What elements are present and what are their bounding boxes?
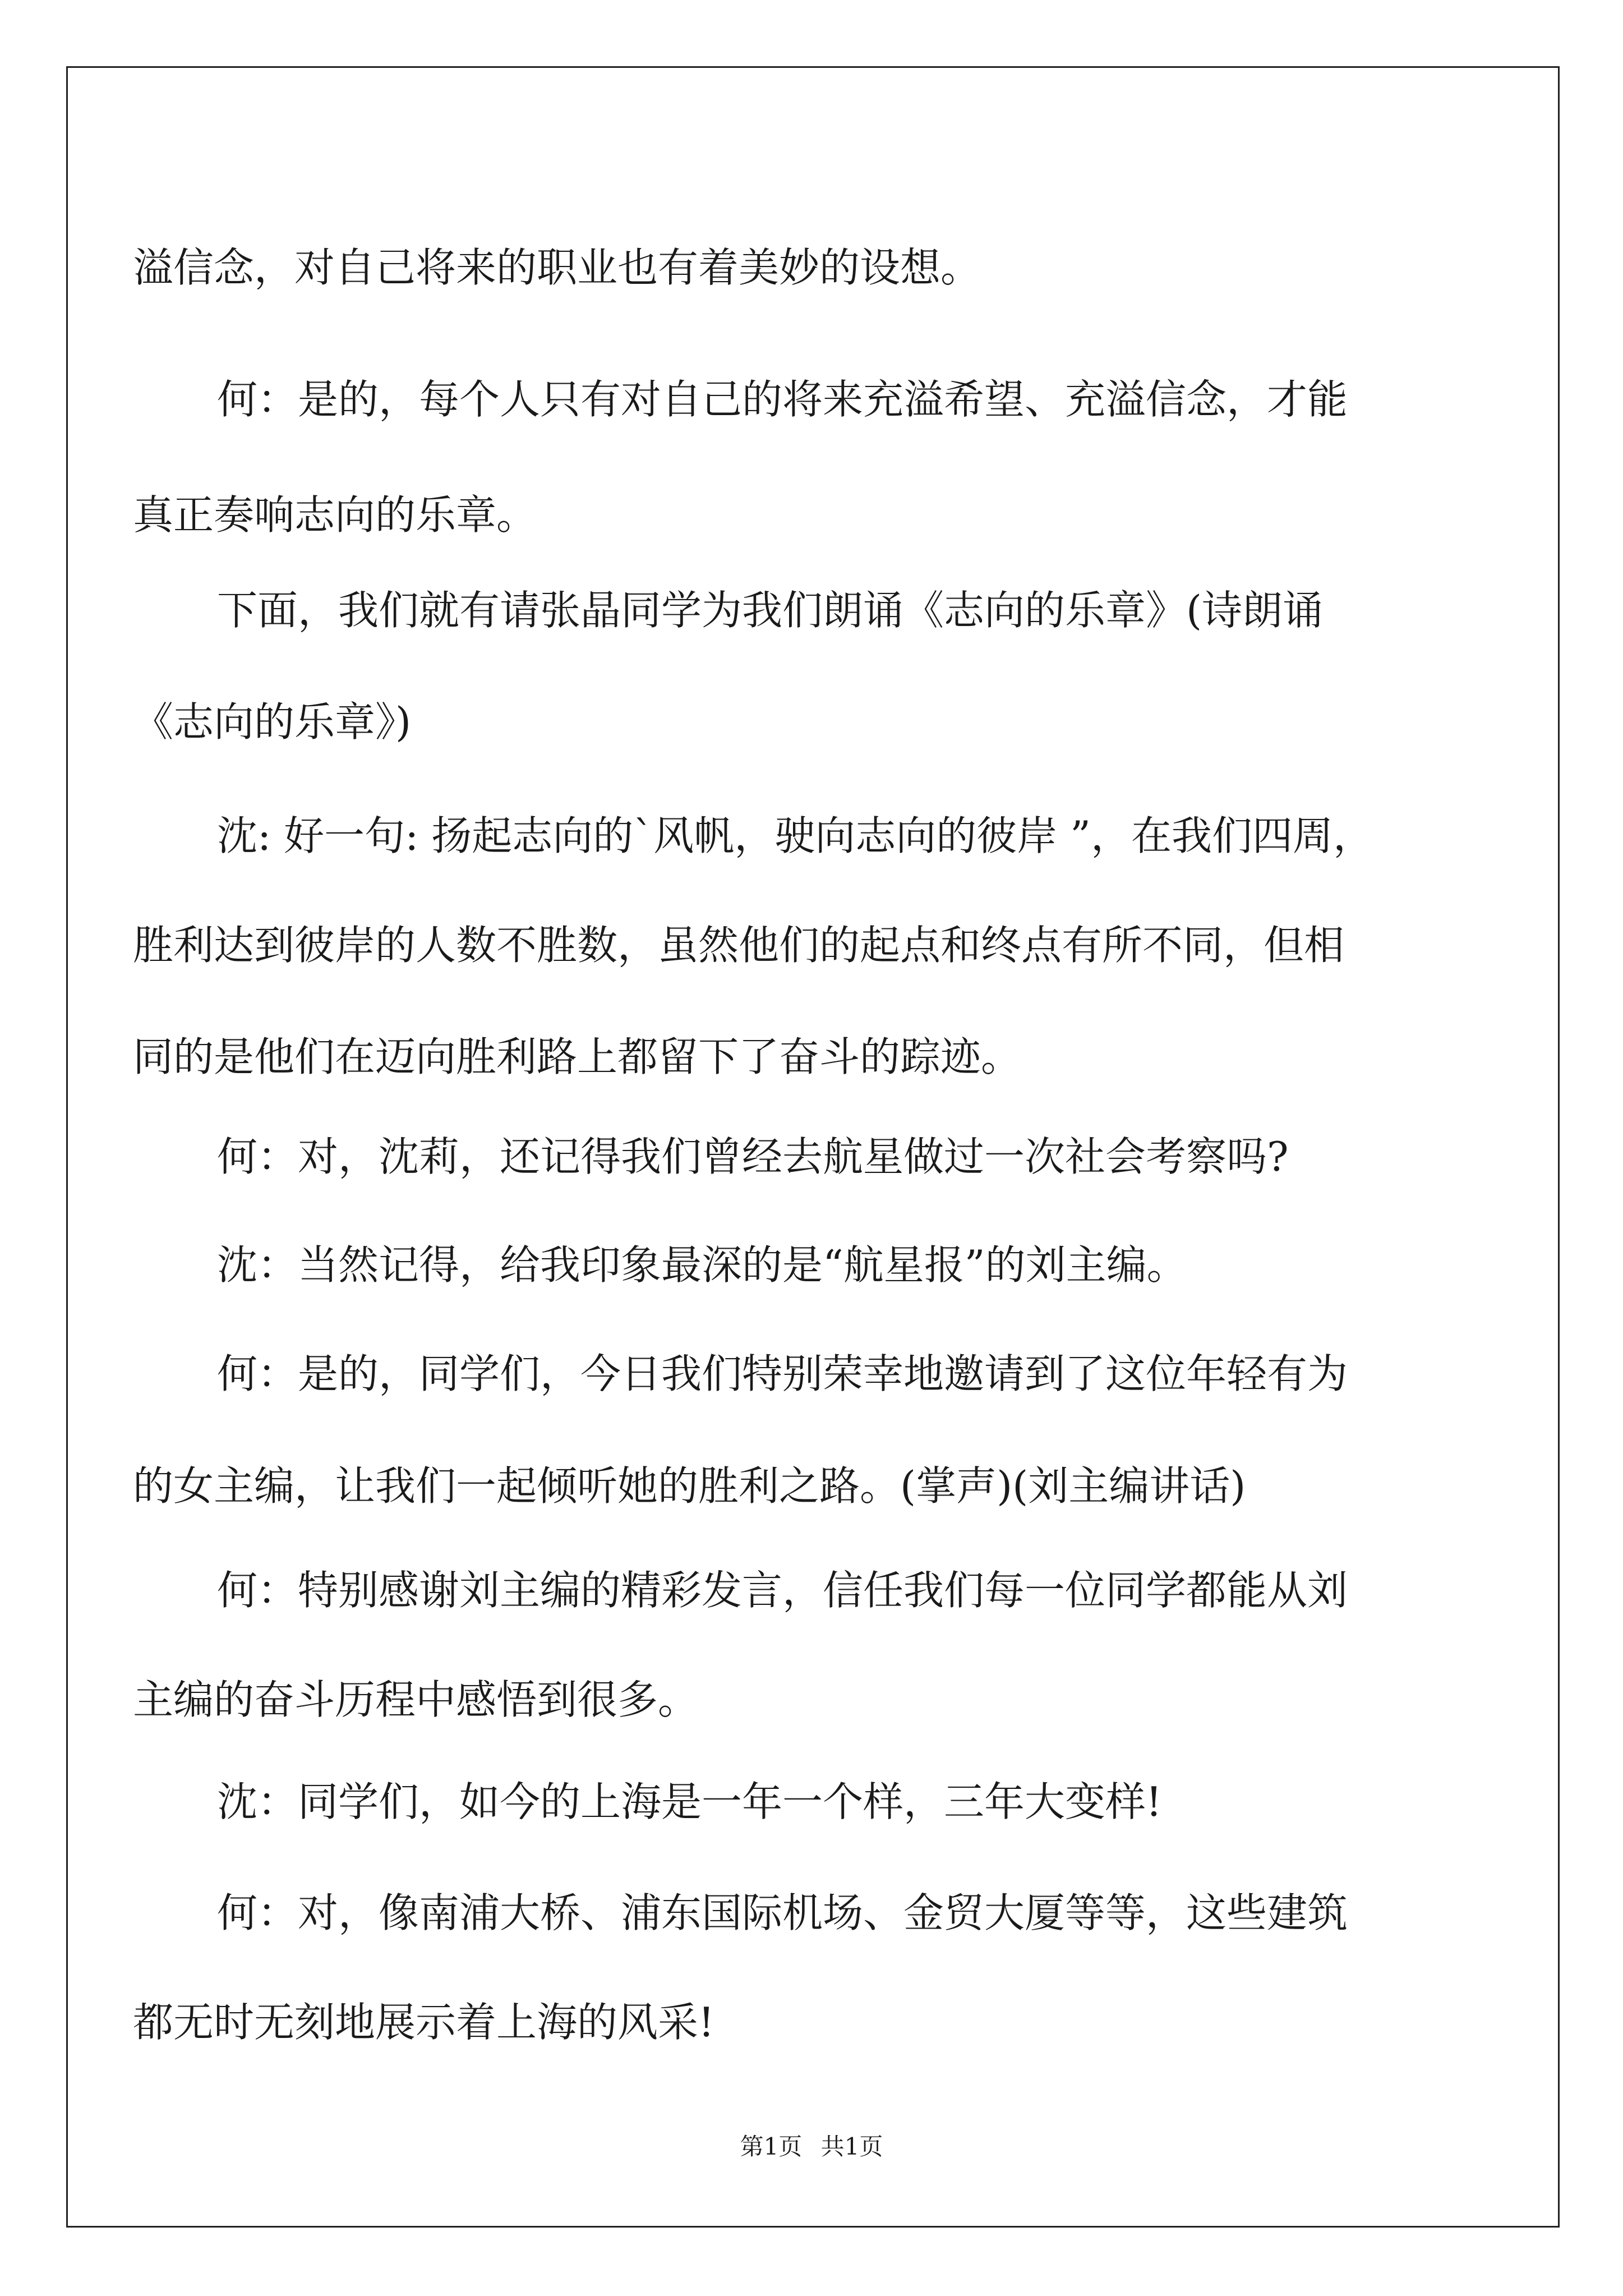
text-line: 沈：当然记得，给我印象最深的是“航星报”的刘主编。 [217, 1241, 1187, 1289]
text-line: 何：是的，同学们，今日我们特别荣幸地邀请到了这位年轻有为 [217, 1350, 1348, 1397]
text-line: 何：对，像南浦大桥、浦东国际机场、金贸大厦等等，这些建筑 [217, 1889, 1348, 1936]
text-line: 真正奏响志向的乐章。 [133, 491, 537, 539]
page-number: 第1页 [740, 2133, 803, 2160]
page-total: 共1页 [820, 2133, 883, 2160]
text-line: 何：对，沈莉，还记得我们曾经去航星做过一次社会考察吗? [217, 1133, 1289, 1180]
text-line: 同的是他们在迈向胜利路上都留下了奋斗的踪迹。 [133, 1033, 1022, 1080]
text-line: 都无时无刻地展示着上海的风采! [133, 1999, 714, 2046]
text-line: 何：特别感谢刘主编的精彩发言，信任我们每一位同学都能从刘 [217, 1567, 1348, 1614]
page-footer [0, 2130, 1623, 2164]
text-line: 沈：同学们，如今的上海是一年一个样，三年大变样! [217, 1778, 1162, 1825]
text-line: 的女主编，让我们一起倾听她的胜利之路。(掌声)(刘主编讲话) [133, 1462, 1246, 1510]
text-line: 下面，我们就有请张晶同学为我们朗诵《志向的乐章》(诗朗诵 [217, 587, 1324, 634]
text-line: 何：是的，每个人只有对自己的将来充溢希望、充溢信念，才能 [217, 376, 1348, 423]
text-line: 主编的奋斗历程中感悟到很多。 [133, 1676, 699, 1723]
text-line: 《志向的乐章》) [133, 698, 412, 746]
text-line: 溢信念，对自己将来的职业也有着美妙的设想。 [133, 244, 981, 291]
text-line: 胜利达到彼岸的人数不胜数，虽然他们的起点和终点有所不同，但相 [133, 922, 1345, 969]
text-line: 沈: 好一句: 扬起志向的`风帆，驶向志向的彼岸 ”，在我们四周， [217, 812, 1373, 859]
